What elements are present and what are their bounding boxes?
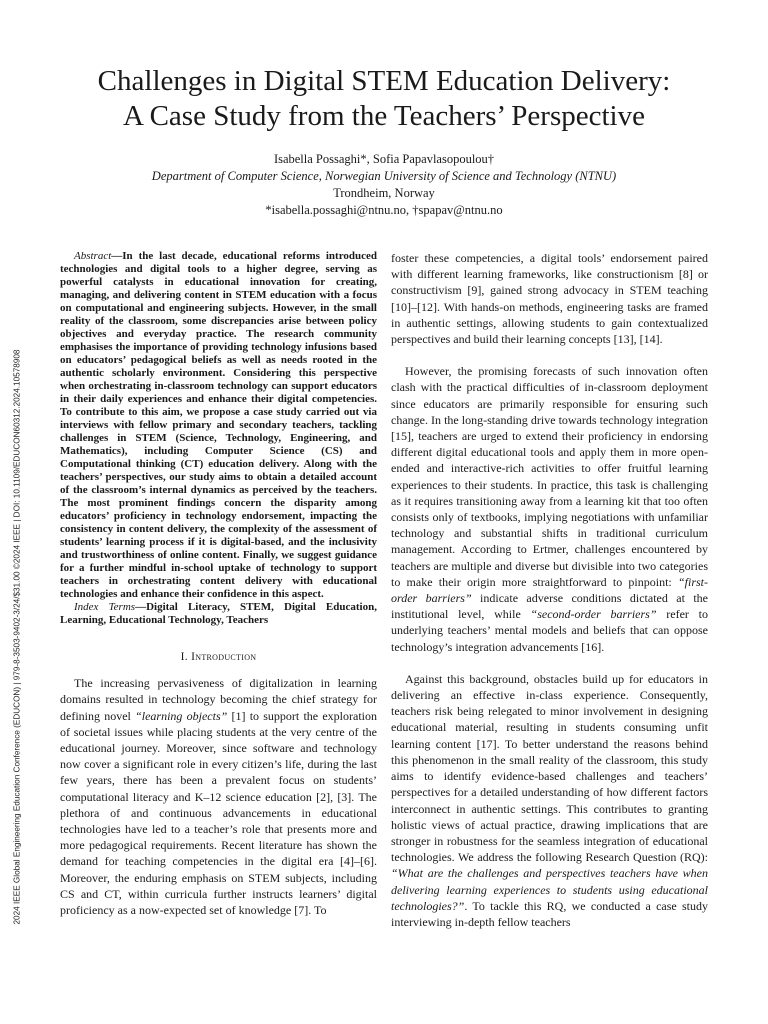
section-heading-introduction <box>60 649 377 665</box>
abstract-label: Abstract <box>74 250 112 262</box>
right-paragraph-3 <box>391 671 708 930</box>
intro-p1-b: [1] to support the exploration of societal issues while placing students at the very centre of the educational journey. Moreover, since software and technology now cover a significant role in every citizen’s life, during the last few years, there has been a prevalent focus on students’ computational literacy and K–12 science education [2], [3]. The plethora of and continuous advancements in educational technologies have led to a teacher’s role that presents more and more pedagogical requirements. Recent literature has shown the demand for teaching competencies in the digital era [4]–[6]. Moreover, the enduring emphasis on STEM subjects, including CS and CT, within curricula further instructs learners’ digital proficiency as a now-expected set of knowledge [7]. To <box>60 708 377 918</box>
title-line-1: Challenges in Digital STEM Education Delivery: <box>97 65 671 97</box>
right-paragraph-1: foster these competencies, a digital tools’ endorsement paired with different learning frameworks, like constructionism [8] or constructivism [9], gained strong advocacy in STEM teaching [10]–[12]. With hands-on methods, engineering tasks are framed in authentic settings, allowing students to gain contextualized perspectives and build their learning concepts [13], [14]. <box>391 251 708 347</box>
index-terms-label: Index Terms <box>74 601 136 613</box>
right-p3-a: Against this background, obstacles build up for educators in delivering an effective in-class experience. Consequently, teachers risk being relegated to minor involvement in designing educational material, resulting in students consuming unfit learning content [17]. To better understand the reasons behind this phenomenon in the small reality of the classroom, this study aims to identify evidence-based challenges and teachers’ perspectives for a detailed understanding of how different factors interconnect in authentic settings. This contributes to granting holistic views of actual practice, drawing implications that are stronger in robustness for the seamless integration of educational technologies. We address the following Research Question (RQ): <box>391 671 708 865</box>
left-column <box>60 250 377 918</box>
author-emails: *isabella.possaghi@ntnu.no, †spapav@ntnu.no <box>265 203 503 217</box>
research-question: “What are the challenges and perspectives teachers have when delivering learning experiences to students using educational technologies?” <box>391 866 708 913</box>
abstract-body: —In the last decade, educational reforms introduced technologies and digital tools to a higher degree, serving as powerful catalysts in educational innovation for creating, managing, and delivering content in STEM education with a focus on computational and engineering subjects. However, in the small reality of the classroom, some discrepancies arise between policy objectives and everyday practice. The research community emphasises the importance of providing technology infusions based on educators’ pedagogical beliefs as well as needs rooted in the authentic scholarly environment. Considering this perspective when orchestrating in-classroom technology can support educators in their daily experiences and enhance their digital competencies. To contribute to this aim, we propose a case study carried out via interviews with fellow primary and secondary teachers, tackling challenges in STEM (Science, Technology, Engineering, and Mathematics), including Computer Science (CS) and Computational thinking (CT) education delivery. Along with the teachers’ perspectives, our study aims to obtain a detailed account of the classroom’s internal dynamics as perceived by the teachers. The most prominent findings concern the disparity among educators’ proficiency in technology endorsement, impacting the consistency in content delivery, the complexity of the assessment of students’ learning process if it is digital-based, and the inclusivity and trustworthiness of online content. Finally, we suggest guidance for a further mindful in-school uptake of technology to support teachers in orchestrating content delivery with educational technologies and enhance their confidence in this aspect. <box>60 250 377 600</box>
section-title-initial: I <box>191 651 196 663</box>
index-terms <box>60 601 377 627</box>
right-p2-quote-2: “second-order barriers” <box>530 607 657 622</box>
right-p2-a: However, the promising forecasts of such innovation often clash with the practical difficulties of in-classroom deployment since educators are primarily responsible for ensuring such change. In the long-standing drive towards technology integration [15], teachers are urged to extend their proficiency in endorsing different digital educational tools and apply them in more open-ended and interactive-rich activities to offer fruitful learning experiences to their students. In practice, this task is challenging as it requires transitioning away from a learning kit that too often consists only of textbooks, implying negotiations with unfamiliar technology and substantial shifts in traditional curriculum management. According to Ertmer, challenges encountered by teachers are multiple and diverse but divisible into two categories to make their origin more straightforward to pinpoint: <box>391 364 708 589</box>
right-paragraph-2 <box>391 363 708 655</box>
right-column <box>391 250 708 930</box>
intro-p1-quote: “learning objects” <box>135 708 228 723</box>
abstract <box>60 250 377 601</box>
copyright-sidebar <box>8 292 26 982</box>
author-block <box>30 151 738 219</box>
author-affiliation: Department of Computer Science, Norwegian University of Science and Technology (NTNU) <box>151 169 617 183</box>
right-p2-quote-1: “first-order barriers” <box>391 574 708 606</box>
section-title <box>191 651 256 663</box>
author-names: Isabella Possaghi*, Sofia Papavlasopoulou† <box>273 152 495 166</box>
section-number: I. <box>180 651 188 663</box>
intro-p1-a: The increasing pervasiveness of digitalization in learning domains resulted in technology becoming the chief strategy for defining novel <box>60 676 377 723</box>
title-line-2: A Case Study from the Teachers’ Perspective <box>123 100 645 132</box>
intro-paragraph-1 <box>60 675 377 918</box>
copyright-sidebar-text: 2024 IEEE Global Engineering Education Conference (EDUCON) | 979-8-3503-9402-3/24/$31.00 ©2024 IEEE | DOI: 10.1109/EDUCON60312.2024.10578908 <box>12 349 22 925</box>
right-p3-b: . To tackle this RQ, we conducted a case study interviewing in-depth fellow teachers <box>391 898 708 929</box>
index-terms-body: —Digital Literacy, STEM, Digital Education, Learning, Educational Technology, Teachers <box>60 601 377 626</box>
author-location: Trondheim, Norway <box>333 186 435 200</box>
paper-title <box>30 64 738 134</box>
section-title-rest: ntroduction <box>195 651 257 663</box>
right-p2-b: indicate adverse conditions dictated at the institutional level, while <box>391 591 708 622</box>
right-p2-c: refer to underlying teachers’ mental models and beliefs that can oppose technology’s integration advancements [16]. <box>391 607 708 654</box>
